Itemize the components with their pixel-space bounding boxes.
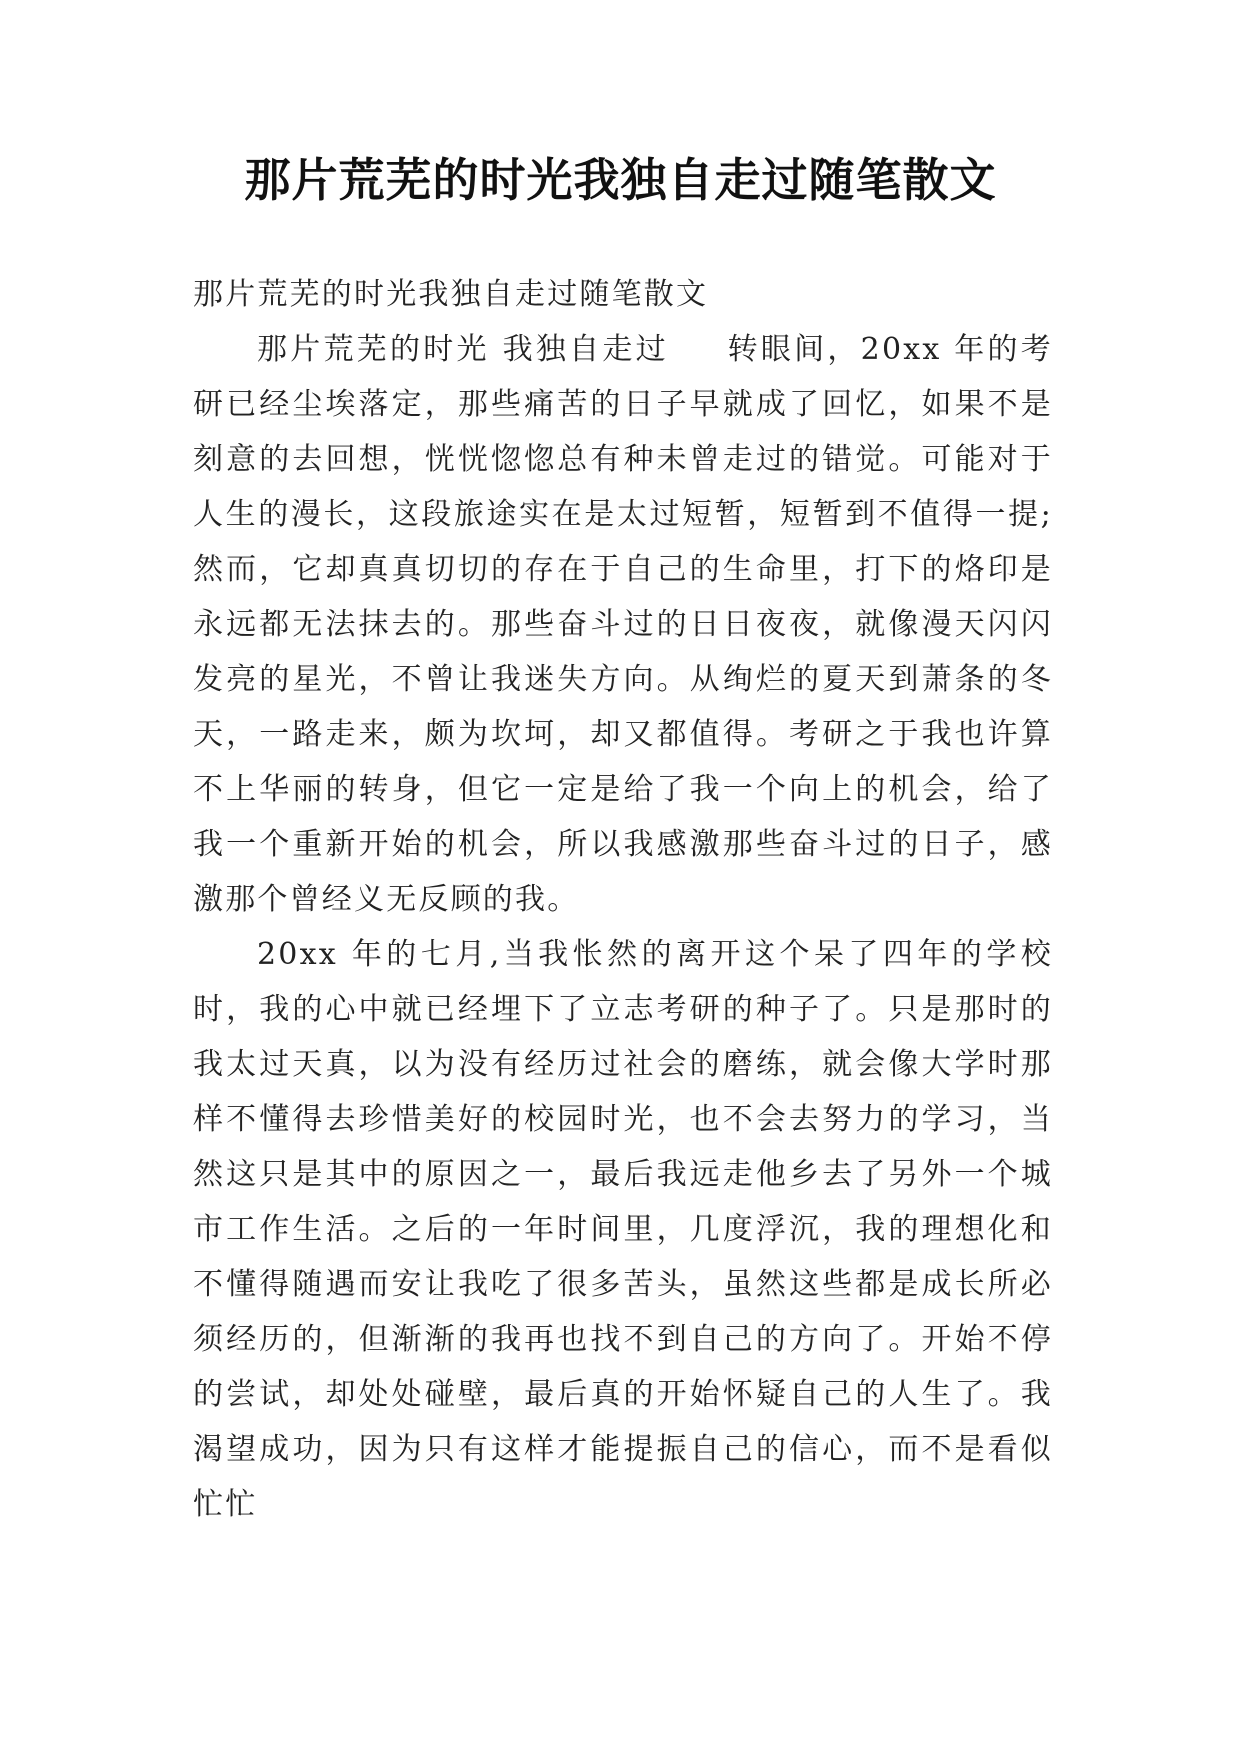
document-body xyxy=(193,267,1053,1532)
paragraph-1: 那片荒芜的时光 我独自走过 转眼间，20xx 年的考研已经尘埃落定，那些痛苦的日子早就成了回忆，如果不是刻意的去回想，恍恍惚惚总有种未曾走过的错觉。可能对于人生的漫长，这段旅途实在是太过短暂，短暂到不值得一提;然而，它却真真切切的存在于自己的生命里，打下的烙印是永远都无法抹去的。那些奋斗过的日日夜夜，就像漫天闪闪发亮的星光，不曾让我迷失方向。从绚烂的夏天到萧条的冬天，一路走来，颇为坎坷，却又都值得。考研之于我也许算不上华丽的转身，但它一定是给了我一个向上的机会，给了我一个重新开始的机会，所以我感激那些奋斗过的日子，感激那个曾经义无反顾的我。 xyxy=(193,332,1053,917)
paragraph-2: 20xx 年的七月,当我怅然的离开这个呆了四年的学校时，我的心中就已经埋下了立志考研的种子了。只是那时的我太过天真，以为没有经历过社会的磨练，就会像大学时那样不懂得去珍惜美好的校园时光，也不会去努力的学习，当然这只是其中的原因之一，最后我远走他乡去了另外一个城市工作生活。之后的一年时间里，几度浮沉，我的理想化和不懂得随遇而安让我吃了很多苦头，虽然这些都是成长所必须经历的，但渐渐的我再也找不到自己的方向了。开始不停的尝试，却处处碰壁，最后真的开始怀疑自己的人生了。我渴望成功，因为只有这样才能提振自己的信心，而不是看似忙忙 xyxy=(193,937,1053,1522)
document-title: 那片荒芜的时光我独自走过随笔散文 xyxy=(244,153,997,207)
document-subtitle: 那片荒芜的时光我独自走过随笔散文 xyxy=(193,277,709,312)
